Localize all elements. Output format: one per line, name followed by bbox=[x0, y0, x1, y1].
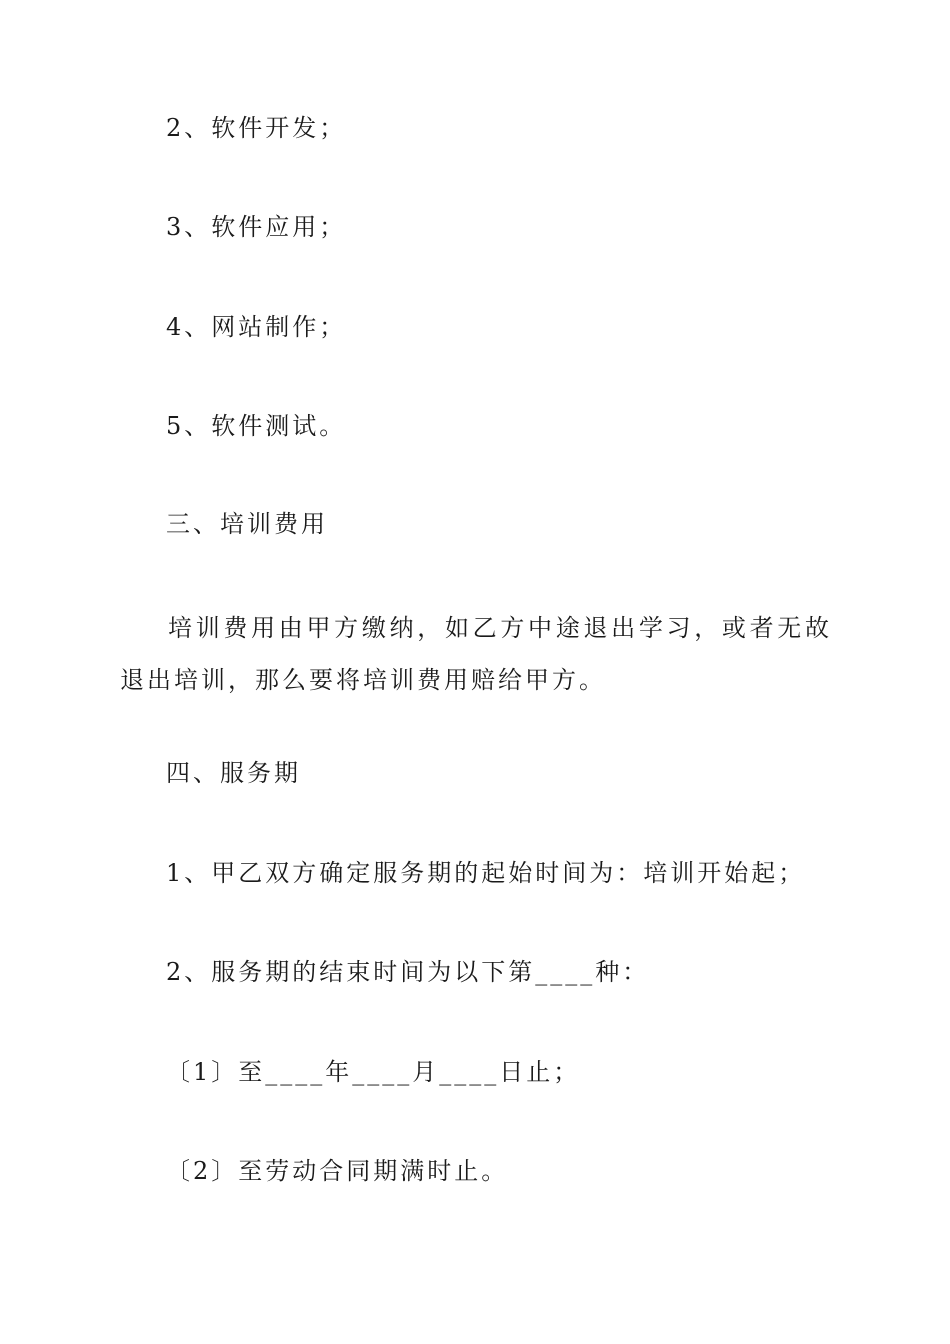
service-option-contract-end: 〔2〕至劳动合同期满时止。 bbox=[166, 1157, 509, 1185]
list-item-software-testing: 5、软件测试。 bbox=[166, 412, 347, 440]
training-fee-paragraph: 培训费用由甲方缴纳，如乙方中途退出学习，或者无故退出培训，那么要将培训费用赔给甲方。 bbox=[120, 614, 832, 694]
section-heading-service-period: 四、服务期 bbox=[166, 759, 301, 787]
service-item-start-time: 1、甲乙双方确定服务期的起始时间为：培训开始起； bbox=[166, 859, 806, 887]
service-option-date: 〔1〕至____年____月____日止； bbox=[166, 1058, 581, 1086]
list-item-software-application: 3、软件应用； bbox=[166, 213, 347, 241]
service-item-end-time: 2、服务期的结束时间为以下第____种： bbox=[166, 958, 650, 986]
list-item-website-production: 4、网站制作； bbox=[166, 313, 347, 341]
list-item-software-development: 2、软件开发； bbox=[166, 114, 347, 142]
section-heading-training-fee: 三、培训费用 bbox=[166, 510, 328, 538]
